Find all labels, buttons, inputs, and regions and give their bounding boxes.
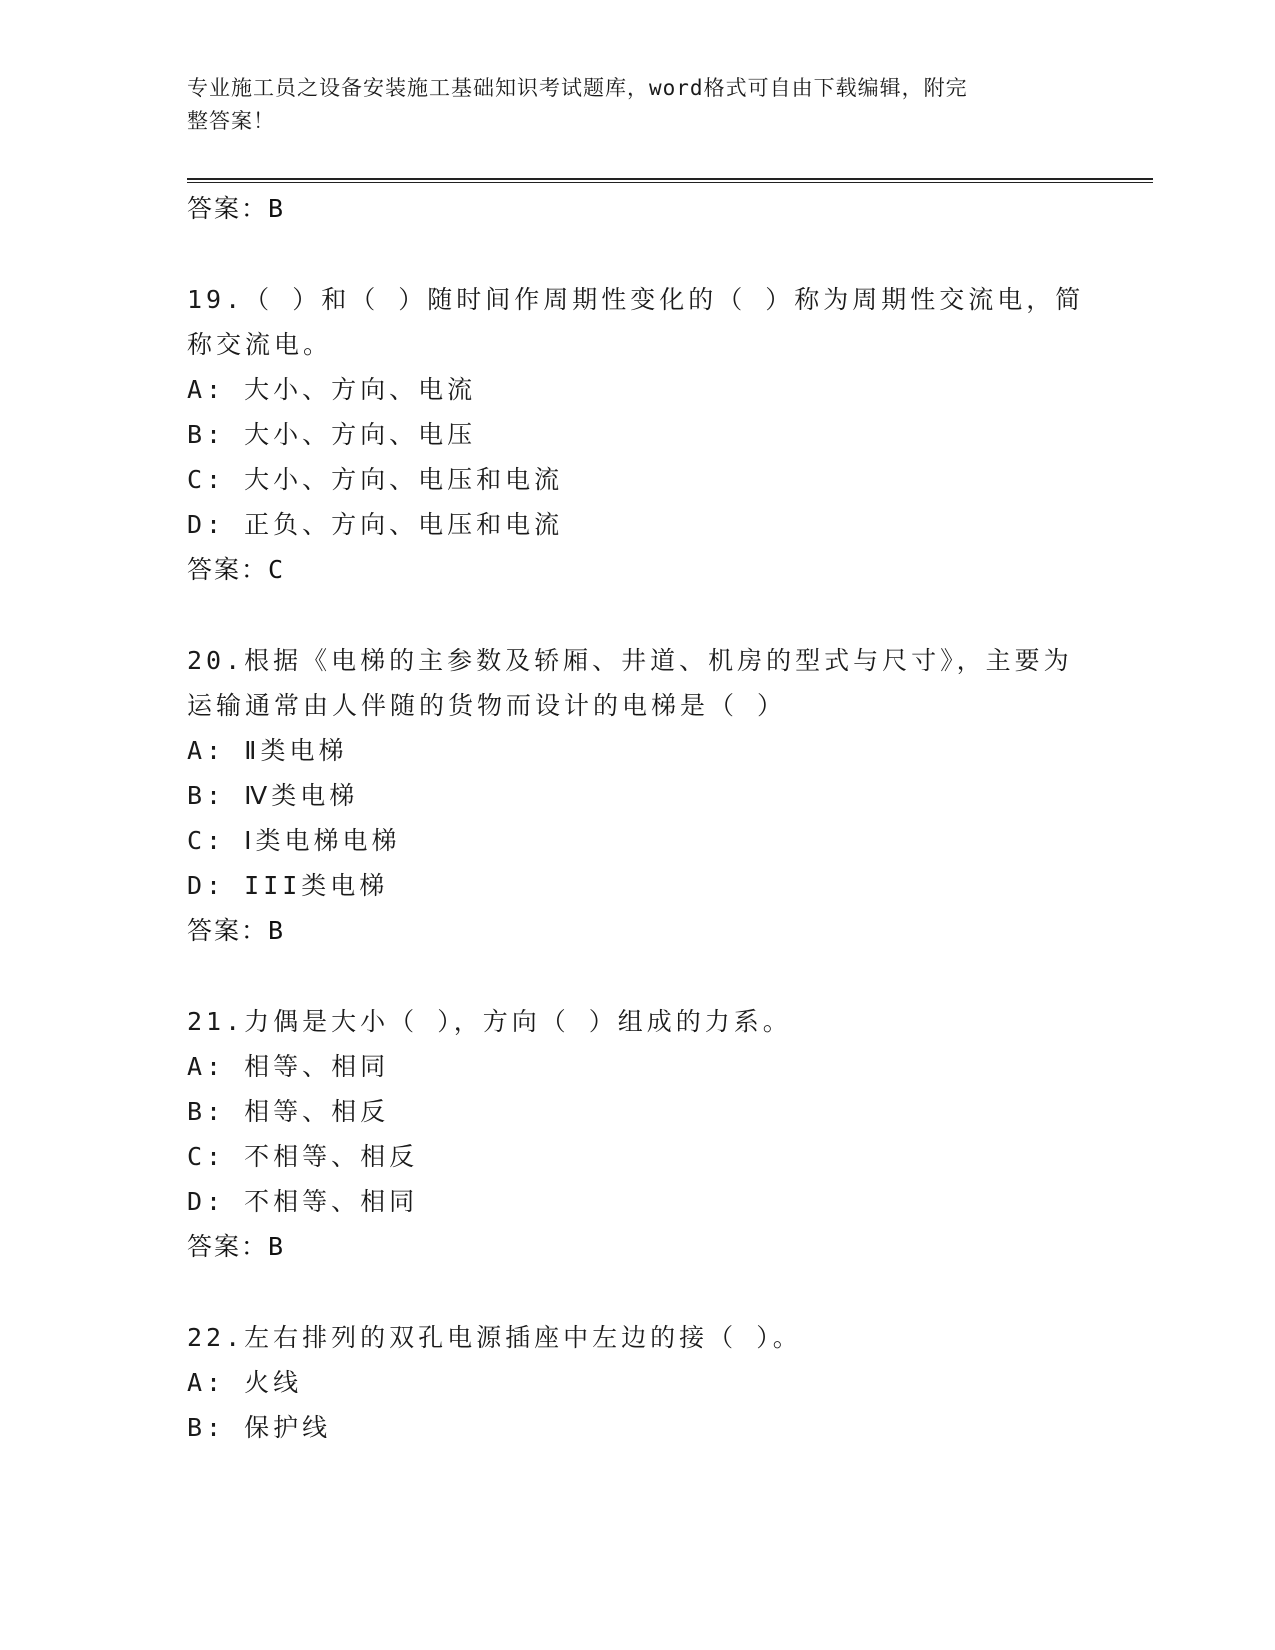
- header-title-line-1: 专业施工员之设备安装施工基础知识考试题库，word格式可自由下载编辑，附完: [187, 76, 968, 100]
- question-stem: 20.根据《电梯的主参数及轿厢、井道、机房的型式与尺寸》，主要为: [187, 646, 1073, 675]
- question-stem: 运输通常由人伴随的货物而设计的电梯是（ ）: [187, 691, 787, 720]
- answer-value: C: [268, 555, 286, 584]
- question-stem: 19.（ ）和（ ）随时间作周期性变化的（ ）称为周期性交流电，简: [187, 285, 1085, 314]
- answer-line: [187, 186, 1087, 231]
- option-c: C: Ⅰ类电梯电梯: [187, 826, 401, 855]
- answer-line: [187, 547, 1087, 592]
- option-a: A: 相等、相同: [187, 1052, 390, 1081]
- question-stem: 21.力偶是大小（ ），方向（ ）组成的力系。: [187, 1007, 792, 1036]
- option-c: C: 大小、方向、电压和电流: [187, 465, 564, 494]
- header-divider: [187, 178, 1153, 180]
- question-21: [187, 999, 1087, 1269]
- answer-label: 答案：: [187, 194, 269, 223]
- answer-label: 答案：: [187, 916, 269, 945]
- answer-value: B: [268, 1232, 286, 1261]
- option-b: B: 相等、相反: [187, 1097, 390, 1126]
- answer-value: B: [268, 916, 286, 945]
- question-stem: 22.左右排列的双孔电源插座中左边的接（ ）。: [187, 1323, 802, 1352]
- header-divider-thin: [187, 182, 1153, 183]
- question-20: [187, 638, 1087, 953]
- option-b: B: Ⅳ类电梯: [187, 781, 359, 810]
- option-d: D: III类电梯: [187, 871, 389, 900]
- question-19: [187, 277, 1087, 592]
- option-b: B: 大小、方向、电压: [187, 420, 477, 449]
- answer-label: 答案：: [187, 1232, 269, 1261]
- answer-line: [187, 908, 1087, 953]
- option-a: A: 火线: [187, 1368, 303, 1397]
- header-title-line-2: 整答案！: [187, 109, 275, 133]
- answer-line: [187, 1224, 1087, 1269]
- option-b: B: 保护线: [187, 1413, 332, 1442]
- question-list: [187, 186, 1087, 1450]
- question-22: [187, 1315, 1087, 1450]
- option-a: A: Ⅱ类电梯: [187, 736, 348, 765]
- question-stem: 称交流电。: [187, 330, 333, 359]
- option-d: D: 不相等、相同: [187, 1187, 419, 1216]
- option-d: D: 正负、方向、电压和电流: [187, 510, 564, 539]
- option-a: A: 大小、方向、电流: [187, 375, 477, 404]
- page-header: [187, 72, 1067, 138]
- answer-label: 答案：: [187, 555, 269, 584]
- answer-value: B: [268, 194, 286, 223]
- option-c: C: 不相等、相反: [187, 1142, 419, 1171]
